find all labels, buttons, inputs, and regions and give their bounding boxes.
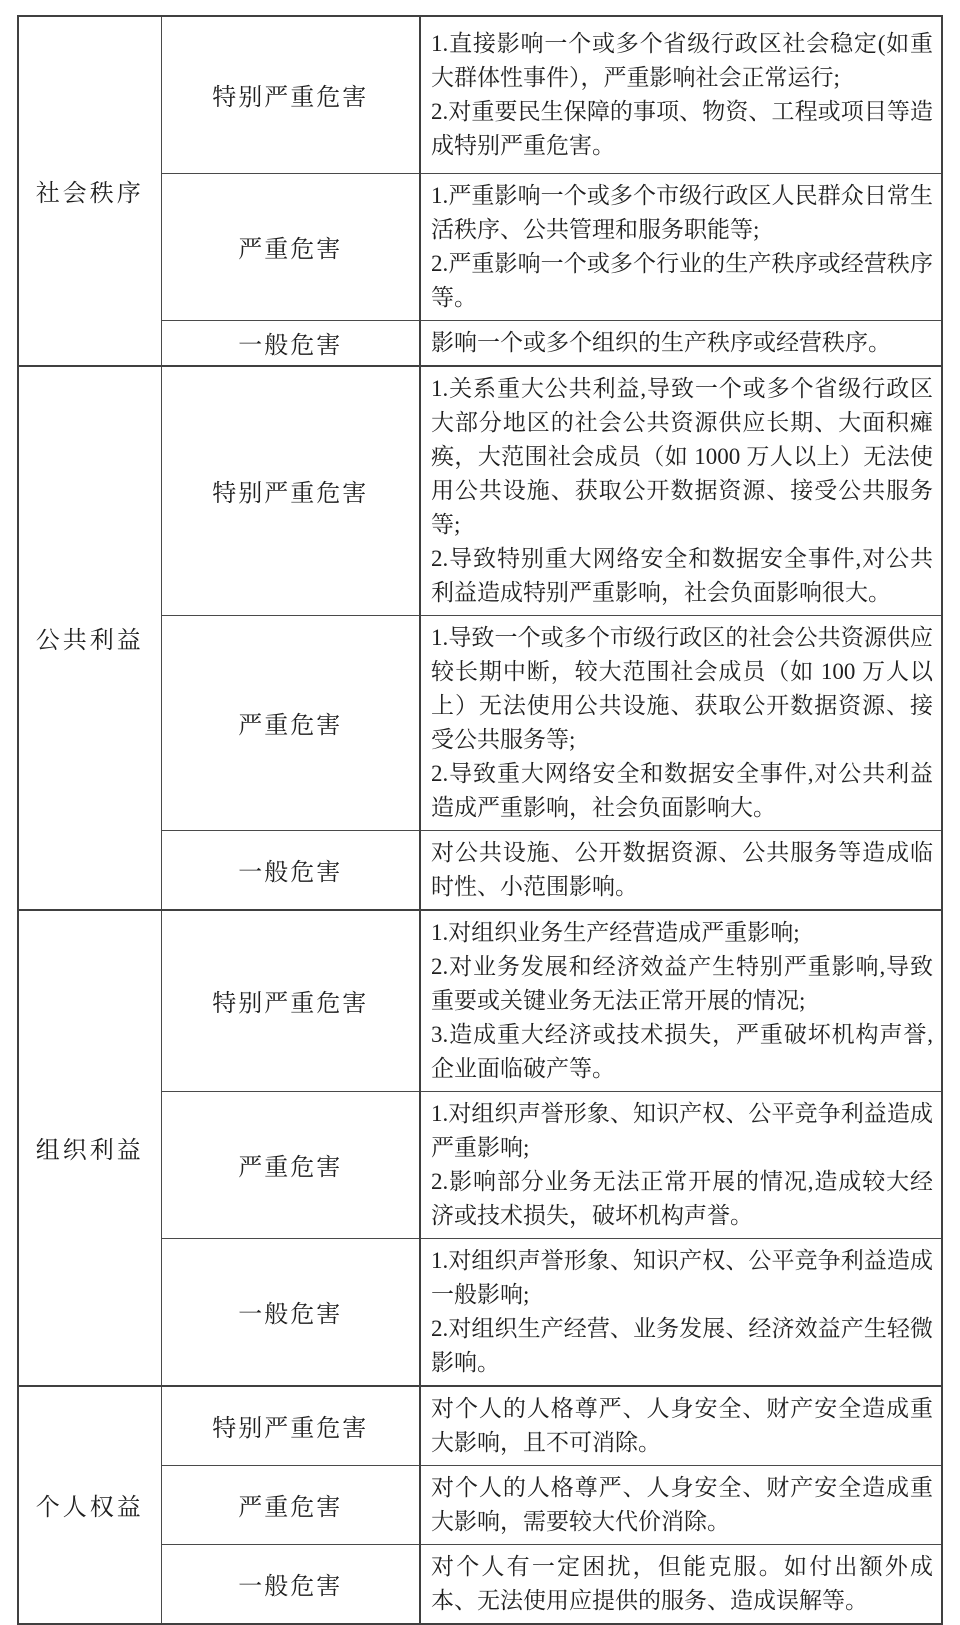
- category-cell: 个人权益: [18, 1386, 161, 1624]
- severity-cell: 特别严重危害: [161, 1386, 420, 1466]
- description-cell: [420, 173, 942, 320]
- severity-cell: 严重危害: [161, 173, 420, 320]
- description-item: 1.导致一个或多个市级行政区的社会公共资源供应较长期中断，较大范围社会成员（如 100 万人以上）无法使用公共设施、获取公开数据资源、接受公共服务等;: [431, 624, 933, 752]
- description-item: 1.对组织声誉形象、知识产权、公平竞争利益造成一般影响;: [431, 1247, 933, 1307]
- description-item: 2.导致特别重大网络安全和数据安全事件,对公共利益造成特别严重影响，社会负面影响很大。: [431, 545, 933, 605]
- severity-cell: 一般危害: [161, 830, 420, 910]
- severity-cell: 特别严重危害: [161, 366, 420, 616]
- description-cell: [420, 1465, 942, 1544]
- category-cell: 社会秩序: [18, 16, 161, 366]
- category-cell: 公共利益: [18, 366, 161, 910]
- description-item: 对个人的人格尊严、人身安全、财产安全造成重大影响，且不可消除。: [431, 1395, 933, 1455]
- description-item: 3.造成重大经济或技术损失，严重破坏机构声誉,企业面临破产等。: [431, 1021, 933, 1081]
- description-cell: [420, 830, 942, 910]
- description-item: 1.严重影响一个或多个市级行政区人民群众日常生活秩序、公共管理和服务职能等;: [431, 182, 933, 242]
- severity-cell: 严重危害: [161, 1091, 420, 1238]
- description-item: 影响一个或多个组织的生产秩序或经营秩序。: [431, 329, 891, 355]
- severity-cell: 特别严重危害: [161, 910, 420, 1092]
- severity-cell: 一般危害: [161, 1238, 420, 1386]
- description-item: 2.导致重大网络安全和数据安全事件,对公共利益造成严重影响，社会负面影响大。: [431, 760, 933, 820]
- severity-cell: 一般危害: [161, 320, 420, 366]
- description-cell: [420, 366, 942, 616]
- severity-cell: 特别严重危害: [161, 16, 420, 173]
- severity-cell: 严重危害: [161, 1465, 420, 1544]
- description-item: 对公共设施、公开数据资源、公共服务等造成临时性、小范围影响。: [431, 839, 933, 899]
- description-cell: [420, 615, 942, 830]
- description-item: 对个人的人格尊严、人身安全、财产安全造成重大影响，需要较大代价消除。: [431, 1474, 933, 1534]
- severity-cell: 严重危害: [161, 615, 420, 830]
- description-item: 2.影响部分业务无法正常开展的情况,造成较大经济或技术损失，破坏机构声誉。: [431, 1168, 933, 1228]
- description-cell: [420, 1091, 942, 1238]
- description-item: 2.对组织生产经营、业务发展、经济效益产生轻微影响。: [431, 1315, 933, 1375]
- description-cell: [420, 1386, 942, 1466]
- description-item: 1.对组织业务生产经营造成严重影响;: [431, 919, 800, 945]
- description-item: 对个人有一定困扰，但能克服。如付出额外成本、无法使用应提供的服务、造成误解等。: [431, 1553, 933, 1613]
- description-item: 1.关系重大公共利益,导致一个或多个省级行政区大部分地区的社会公共资源供应长期、大面积瘫痪，大范围社会成员（如 1000 万人以上）无法使用公共设施、获取公开数据资源、接受公共服务等;: [431, 375, 933, 537]
- description-item: 2.对重要民生保障的事项、物资、工程或项目等造成特别严重危害。: [431, 98, 933, 158]
- description-cell: [420, 16, 942, 173]
- description-cell: [420, 910, 942, 1092]
- harm-classification-table: [17, 15, 943, 1625]
- description-cell: [420, 1544, 942, 1624]
- description-cell: [420, 1238, 942, 1386]
- description-cell: [420, 320, 942, 366]
- description-item: 2.严重影响一个或多个行业的生产秩序或经营秩序等。: [431, 250, 933, 310]
- description-item: 2.对业务发展和经济效益产生特别严重影响,导致重要或关键业务无法正常开展的情况;: [431, 953, 933, 1013]
- severity-cell: 一般危害: [161, 1544, 420, 1624]
- category-cell: 组织利益: [18, 910, 161, 1386]
- description-item: 1.直接影响一个或多个省级行政区社会稳定(如重大群体性事件），严重影响社会正常运行;: [431, 30, 933, 90]
- description-item: 1.对组织声誉形象、知识产权、公平竞争利益造成严重影响;: [431, 1100, 933, 1160]
